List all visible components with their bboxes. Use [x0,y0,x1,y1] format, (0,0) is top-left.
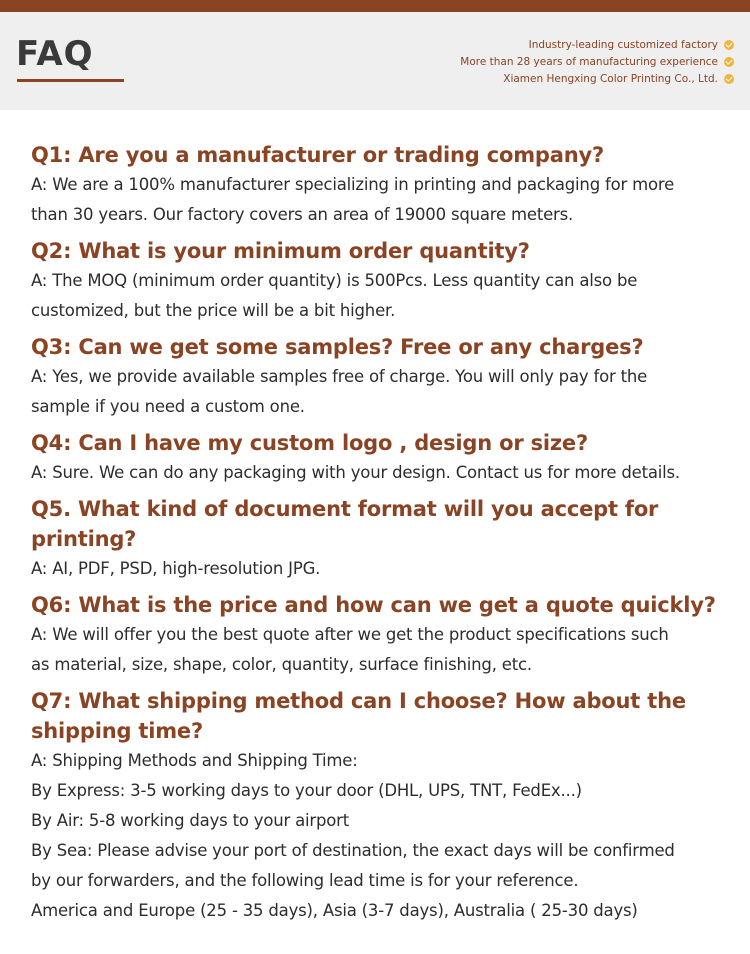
faq-answer-line: A: The MOQ (minimum order quantity) is 500Pcs. Less quantity can also be [31,271,638,290]
faq-question: Q1: Are you a manufacturer or trading company? [31,143,604,167]
page-title: FAQ [16,34,94,74]
faq-answer-line: customized, but the price will be a bit higher. [31,301,396,320]
faq-item [31,332,731,422]
tagline-item [460,70,734,87]
faq-answer-line: as material, size, shape, color, quantity, surface finishing, etc. [31,655,532,674]
check-circle-icon [724,74,734,84]
faq-question: Q5. What kind of document format will you accept for printing? [31,497,659,551]
faq-answer-line: A: We are a 100% manufacturer specializing in printing and packaging for more [31,175,675,194]
faq-question: Q2: What is your minimum order quantity? [31,239,530,263]
faq-answer-line: By Air: 5-8 working days to your airport [31,811,350,830]
check-circle-icon [724,40,734,50]
faq-question: Q4: Can I have my custom logo , design or size? [31,431,588,455]
check-circle-icon [724,57,734,67]
tagline-item [460,53,734,70]
faq-answer-line: A: AI, PDF, PSD, high-resolution JPG. [31,559,321,578]
faq-answer-line: than 30 years. Our factory covers an area of 19000 square meters. [31,205,574,224]
faq-list [31,140,731,932]
faq-answer-line: By Sea: Please advise your port of destination, the exact days will be confirmed [31,841,675,860]
faq-item [31,140,731,230]
tagline-item [460,36,734,53]
faq-answer-line: A: Sure. We can do any packaging with your design. Contact us for more details. [31,463,680,482]
faq-answer-line: sample if you need a custom one. [31,397,305,416]
faq-question: Q7: What shipping method can I choose? How about the shipping time? [31,689,686,743]
tagline-list [460,36,734,87]
faq-answer-line: America and Europe (25 - 35 days), Asia (3-7 days), Australia ( 25-30 days) [31,901,638,920]
faq-question: Q3: Can we get some samples? Free or any charges? [31,335,644,359]
title-underline [17,79,124,82]
faq-question: Q6: What is the price and how can we get a quote quickly? [31,593,716,617]
faq-answer-line: A: Yes, we provide available samples free of charge. You will only pay for the [31,367,648,386]
faq-answer-line: A: We will offer you the best quote after we get the product specifications such [31,625,669,644]
faq-item [31,686,731,926]
faq-item [31,236,731,326]
faq-item [31,494,731,584]
tagline-text: Xiamen Hengxing Color Printing Co., Ltd. [503,72,718,85]
top-accent-bar [0,0,750,12]
tagline-text: More than 28 years of manufacturing experience [460,55,718,68]
tagline-text: Industry-leading customized factory [528,38,718,51]
faq-item [31,428,731,488]
faq-item [31,590,731,680]
faq-answer-line: By Express: 3-5 working days to your door (DHL, UPS, TNT, FedEx...) [31,781,582,800]
faq-answer-line: A: Shipping Methods and Shipping Time: [31,751,358,770]
header-banner [0,12,750,110]
faq-answer-line: by our forwarders, and the following lead time is for your reference. [31,871,579,890]
